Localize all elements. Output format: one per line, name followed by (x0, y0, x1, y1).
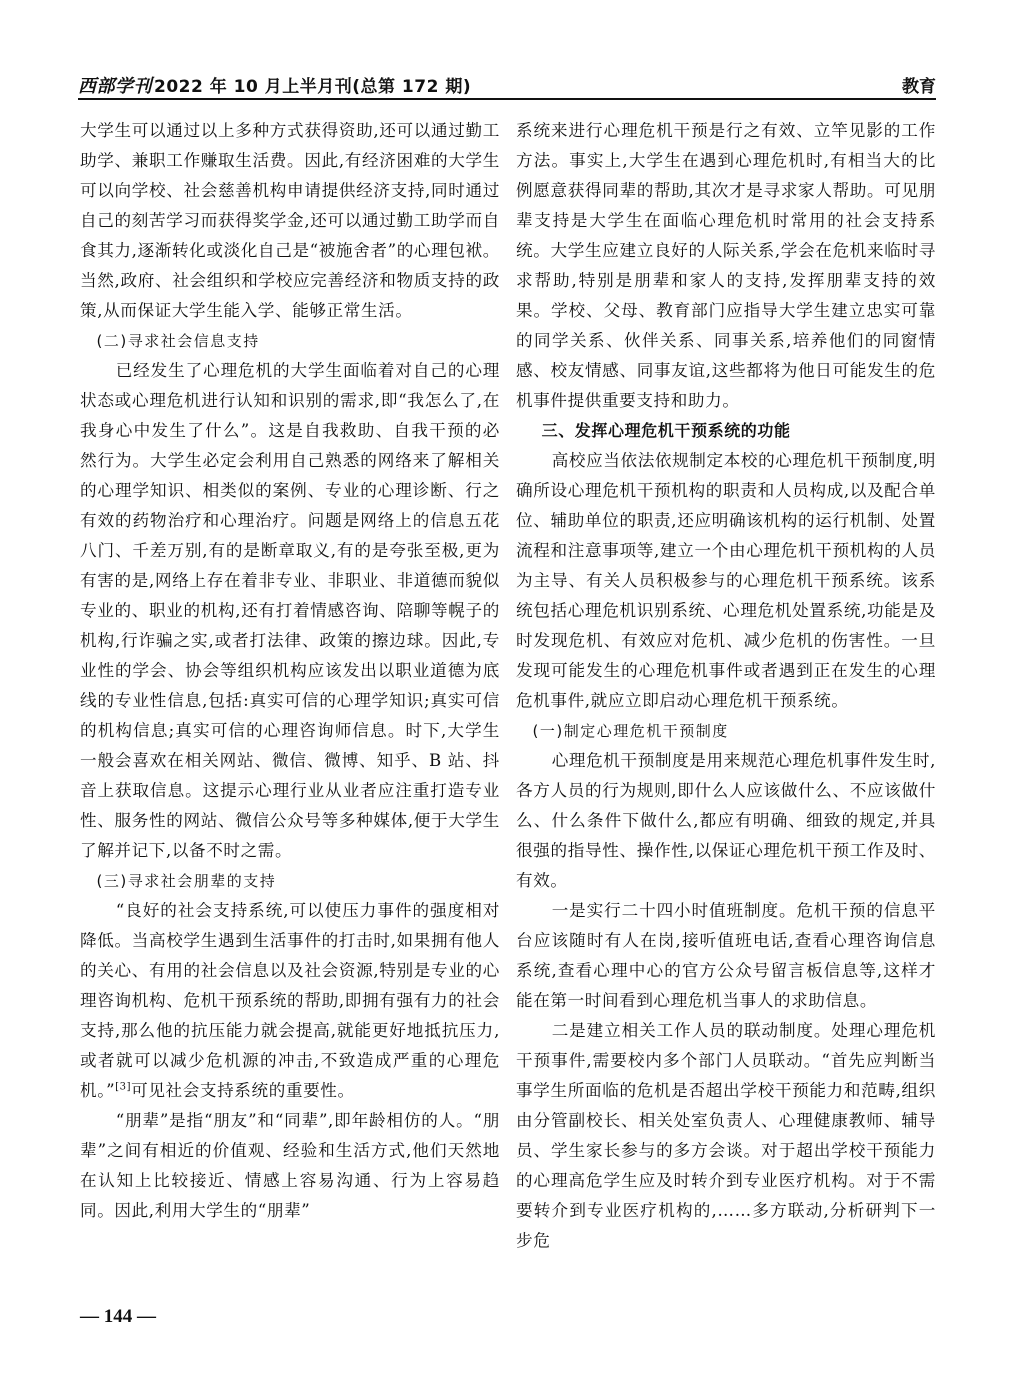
paragraph: 心理危机干预制度是用来规范心理危机事件发生时,各方人员的行为规则,即什么人应该做什么、不应该做什么、什么条件下做什么,都应有明确、细致的规定,并具很强的指导性、操作性,以保证心理危机干预工作及时、有效。 (516, 751, 936, 890)
paragraph (80, 896, 500, 1106)
paragraph: 高校应当依法依规制定本校的心理危机干预制度,明确所设心理危机干预机构的职责和人员构成,以及配合单位、辅助单位的职责,还应明确该机构的运行机制、处置流程和注意事项等,建立一个由心理危机干预机构的人员为主导、有关人员积极参与的心理危机干预系统。该系统包括心理危机识别系统、心理危机处置系统,功能是及时发现危机、有效应对危机、减少危机的伤害性。一旦发现可能发生的心理危机事件或者遇到正在发生的心理危机事件,就应立即启动心理危机干预系统。 (516, 451, 936, 710)
page-header (78, 70, 936, 100)
right-column (516, 116, 936, 1256)
paragraph-tail: 可见社会支持系统的重要性。 (131, 1081, 355, 1100)
subheading: (三)寻求社会朋辈的支持 (96, 872, 277, 890)
issue-info: 2022 年 10 月上半月刊(总第 172 期) (154, 77, 472, 97)
citation-ref: [3] (115, 1081, 132, 1093)
masthead (78, 72, 471, 98)
subheading: (二)寻求社会信息支持 (96, 332, 260, 350)
paragraph: 已经发生了心理危机的大学生面临着对自己的心理状态或心理危机进行认知和识别的需求,即“我怎么了,在我身心中发生了什么”。这是自我救助、自我干预的必然行为。大学生必定会利用自己熟悉的网络来了解相关的心理学知识、相类似的案例、专业的心理诊断、行之有效的药物治疗和心理治疗。问题是网络上的信息五花八门、千差万别,有的是断章取义,有的是夸张至极,更为有害的是,网络上存在着非专业、非职业、非道德而貌似专业的、职业的机构,还有打着情感咨询、陪聊等幌子的机构,行诈骗之实,或者打法律、政策的擦边球。因此,专业性的学会、协会等组织机构应该发出以职业道德为底线的专业性信息,包括:真实可信的心理学知识;真实可信的机构信息;真实可信的心理咨询师信息。时下,大学生一般会喜欢在相关网站、微信、微博、知乎、B 站、抖音上获取信息。这提示心理行业从业者应注重打造专业性、服务性的网站、微信公众号等多种媒体,便于大学生了解并记下,以备不时之需。 (80, 361, 500, 860)
paragraph: 二是建立相关工作人员的联动制度。处理心理危机干预事件,需要校内多个部门人员联动。“首先应判断当事学生所面临的危机是否超出学校干预能力和范畴,组织由分管副校长、相关处室负责人、心理健康教师、辅导员、学生家长参与的多方会谈。对于超出学校干预能力的心理高危学生应及时转介到专业医疗机构。对于不需要转介到专业医疗机构的,……多方联动,分析研判下一步危 (516, 1021, 936, 1250)
left-column (80, 116, 500, 1226)
paragraph: 一是实行二十四小时值班制度。危机干预的信息平台应该随时有人在岗,接听值班电话,查看心理咨询信息系统,查看心理中心的官方公众号留言板信息等,这样才能在第一时间看到心理危机当事人的求助信息。 (516, 901, 936, 1010)
quote-text: “良好的社会支持系统,可以使压力事件的强度相对降低。当高校学生遇到生活事件的打击时,如果拥有他人的关心、有用的社会信息以及社会资源,特别是专业的心理咨询机构、危机干预系统的帮助,即拥有强有力的社会支持,那么他的抗压能力就会提高,就能更好地抵抗压力,或者就可以减少危机源的冲击,不致造成严重的心理危机。” (80, 901, 500, 1100)
journal-logo: 西部学刊 (78, 76, 152, 97)
page-number: — 144 — (80, 1306, 156, 1327)
subheading: (一)制定心理危机干预制度 (532, 722, 729, 740)
section-title: 教育 (902, 77, 936, 97)
paragraph: 大学生可以通过以上多种方式获得资助,还可以通过勤工助学、兼职工作赚取生活费。因此,有经济困难的大学生可以向学校、社会慈善机构申请提供经济支持,同时通过自己的刻苦学习而获得奖学金,还可以通过勤工助学而自食其力,逐渐转化或淡化自己是“被施舍者”的心理包袱。当然,政府、社会组织和学校应完善经济和物质支持的政策,从而保证大学生能入学、能够正常生活。 (80, 121, 500, 320)
section-heading: 三、发挥心理危机干预系统的功能 (541, 421, 791, 440)
paragraph: 系统来进行心理危机干预是行之有效、立竿见影的工作方法。事实上,大学生在遇到心理危机时,有相当大的比例愿意获得同辈的帮助,其次才是寻求家人帮助。可见朋辈支持是大学生在面临心理危机时常用的社会支持系统。大学生应建立良好的人际关系,学会在危机来临时寻求帮助,特别是朋辈和家人的支持,发挥朋辈支持的效果。学校、父母、教育部门应指导大学生建立忠实可靠的同学关系、伙伴关系、同事关系,培养他们的同窗情感、校友情感、同事友谊,这些都将为他日可能发生的危机事件提供重要支持和助力。 (516, 121, 936, 410)
paragraph: “朋辈”是指“朋友”和“同辈”,即年龄相仿的人。“朋辈”之间有相近的价值观、经验和生活方式,他们天然地在认知上比较接近、情感上容易沟通、行为上容易趋同。因此,利用大学生的“朋辈” (80, 1111, 500, 1220)
